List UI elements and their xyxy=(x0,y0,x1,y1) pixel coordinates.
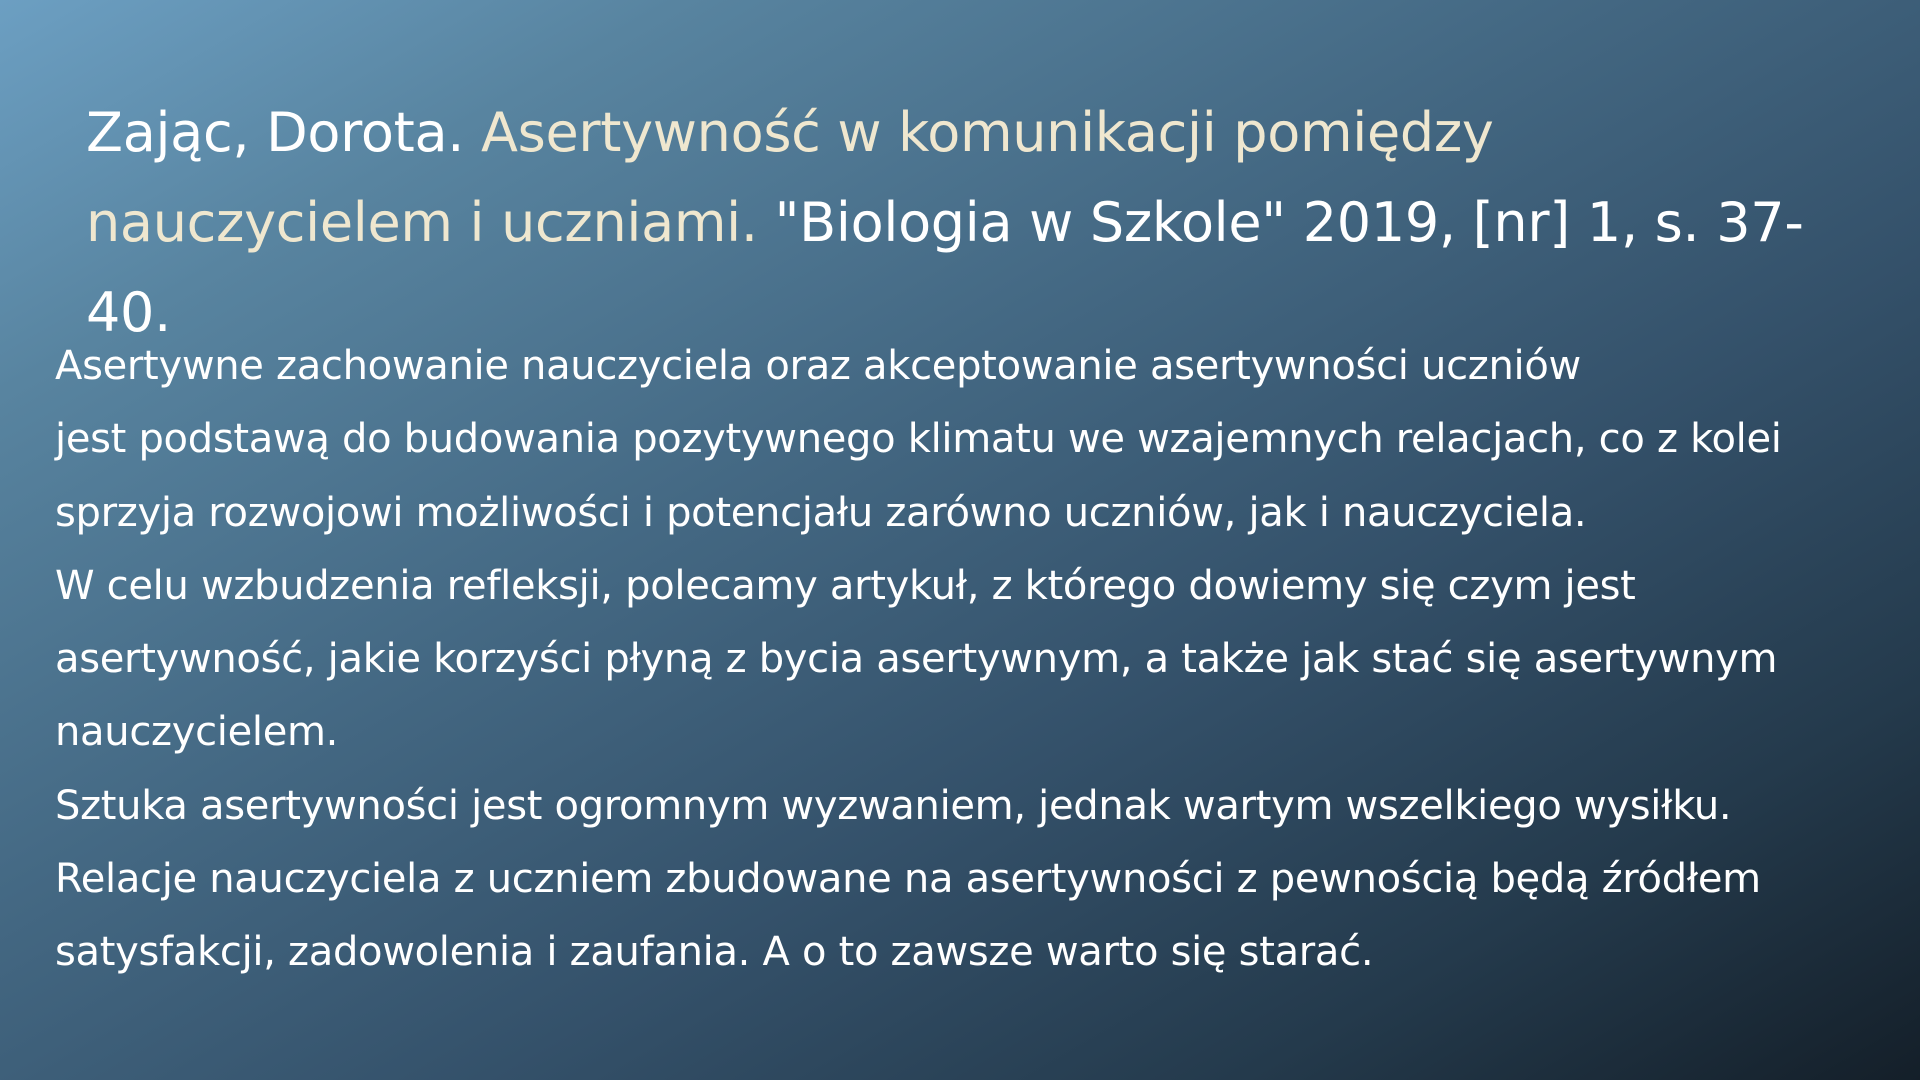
body-line: jest podstawą do budowania pozytywnego klimatu we wzajemnych relacjach, co z kolei xyxy=(55,416,1782,463)
body-line: satysfakcji, zadowolenia i zaufania. A o to zawsze warto się starać. xyxy=(55,929,1374,976)
body-line: sprzyja rozwojowi możliwości i potencjału zarówno uczniów, jak i nauczyciela. xyxy=(55,489,1587,536)
citation-title-line-2: nauczycielem i uczniami. xyxy=(86,191,758,254)
body-line: Asertywne zachowanie nauczyciela oraz akceptowanie asertywności uczniów xyxy=(55,343,1581,389)
citation-title-line-1: Asertywność w komunikacji pomiędzy xyxy=(480,101,1494,164)
citation-source: "Biologia w Szkole" 2019, [nr] 1, s. 37-40. xyxy=(86,191,1804,344)
body-line: W celu wzbudzenia refleksji, polecamy artykuł, z którego dowiemy się czym jest xyxy=(55,562,1636,609)
description-paragraph xyxy=(55,330,1885,990)
body-line: Sztuka asertywności jest ogromnym wyzwaniem, jednak wartym wszelkiego wysiłku. xyxy=(55,782,1732,829)
body-line: nauczycielem. xyxy=(55,709,339,756)
body-line: Relacje nauczyciela z uczniem zbudowane na asertywności z pewnością będą źródłem xyxy=(55,856,1761,903)
body-line: asertywność, jakie korzyści płyną z bycia asertywnym, a także jak stać się asertywnym xyxy=(55,636,1778,683)
citation-heading xyxy=(86,88,1886,358)
citation-author: Zając, Dorota. xyxy=(86,101,465,164)
